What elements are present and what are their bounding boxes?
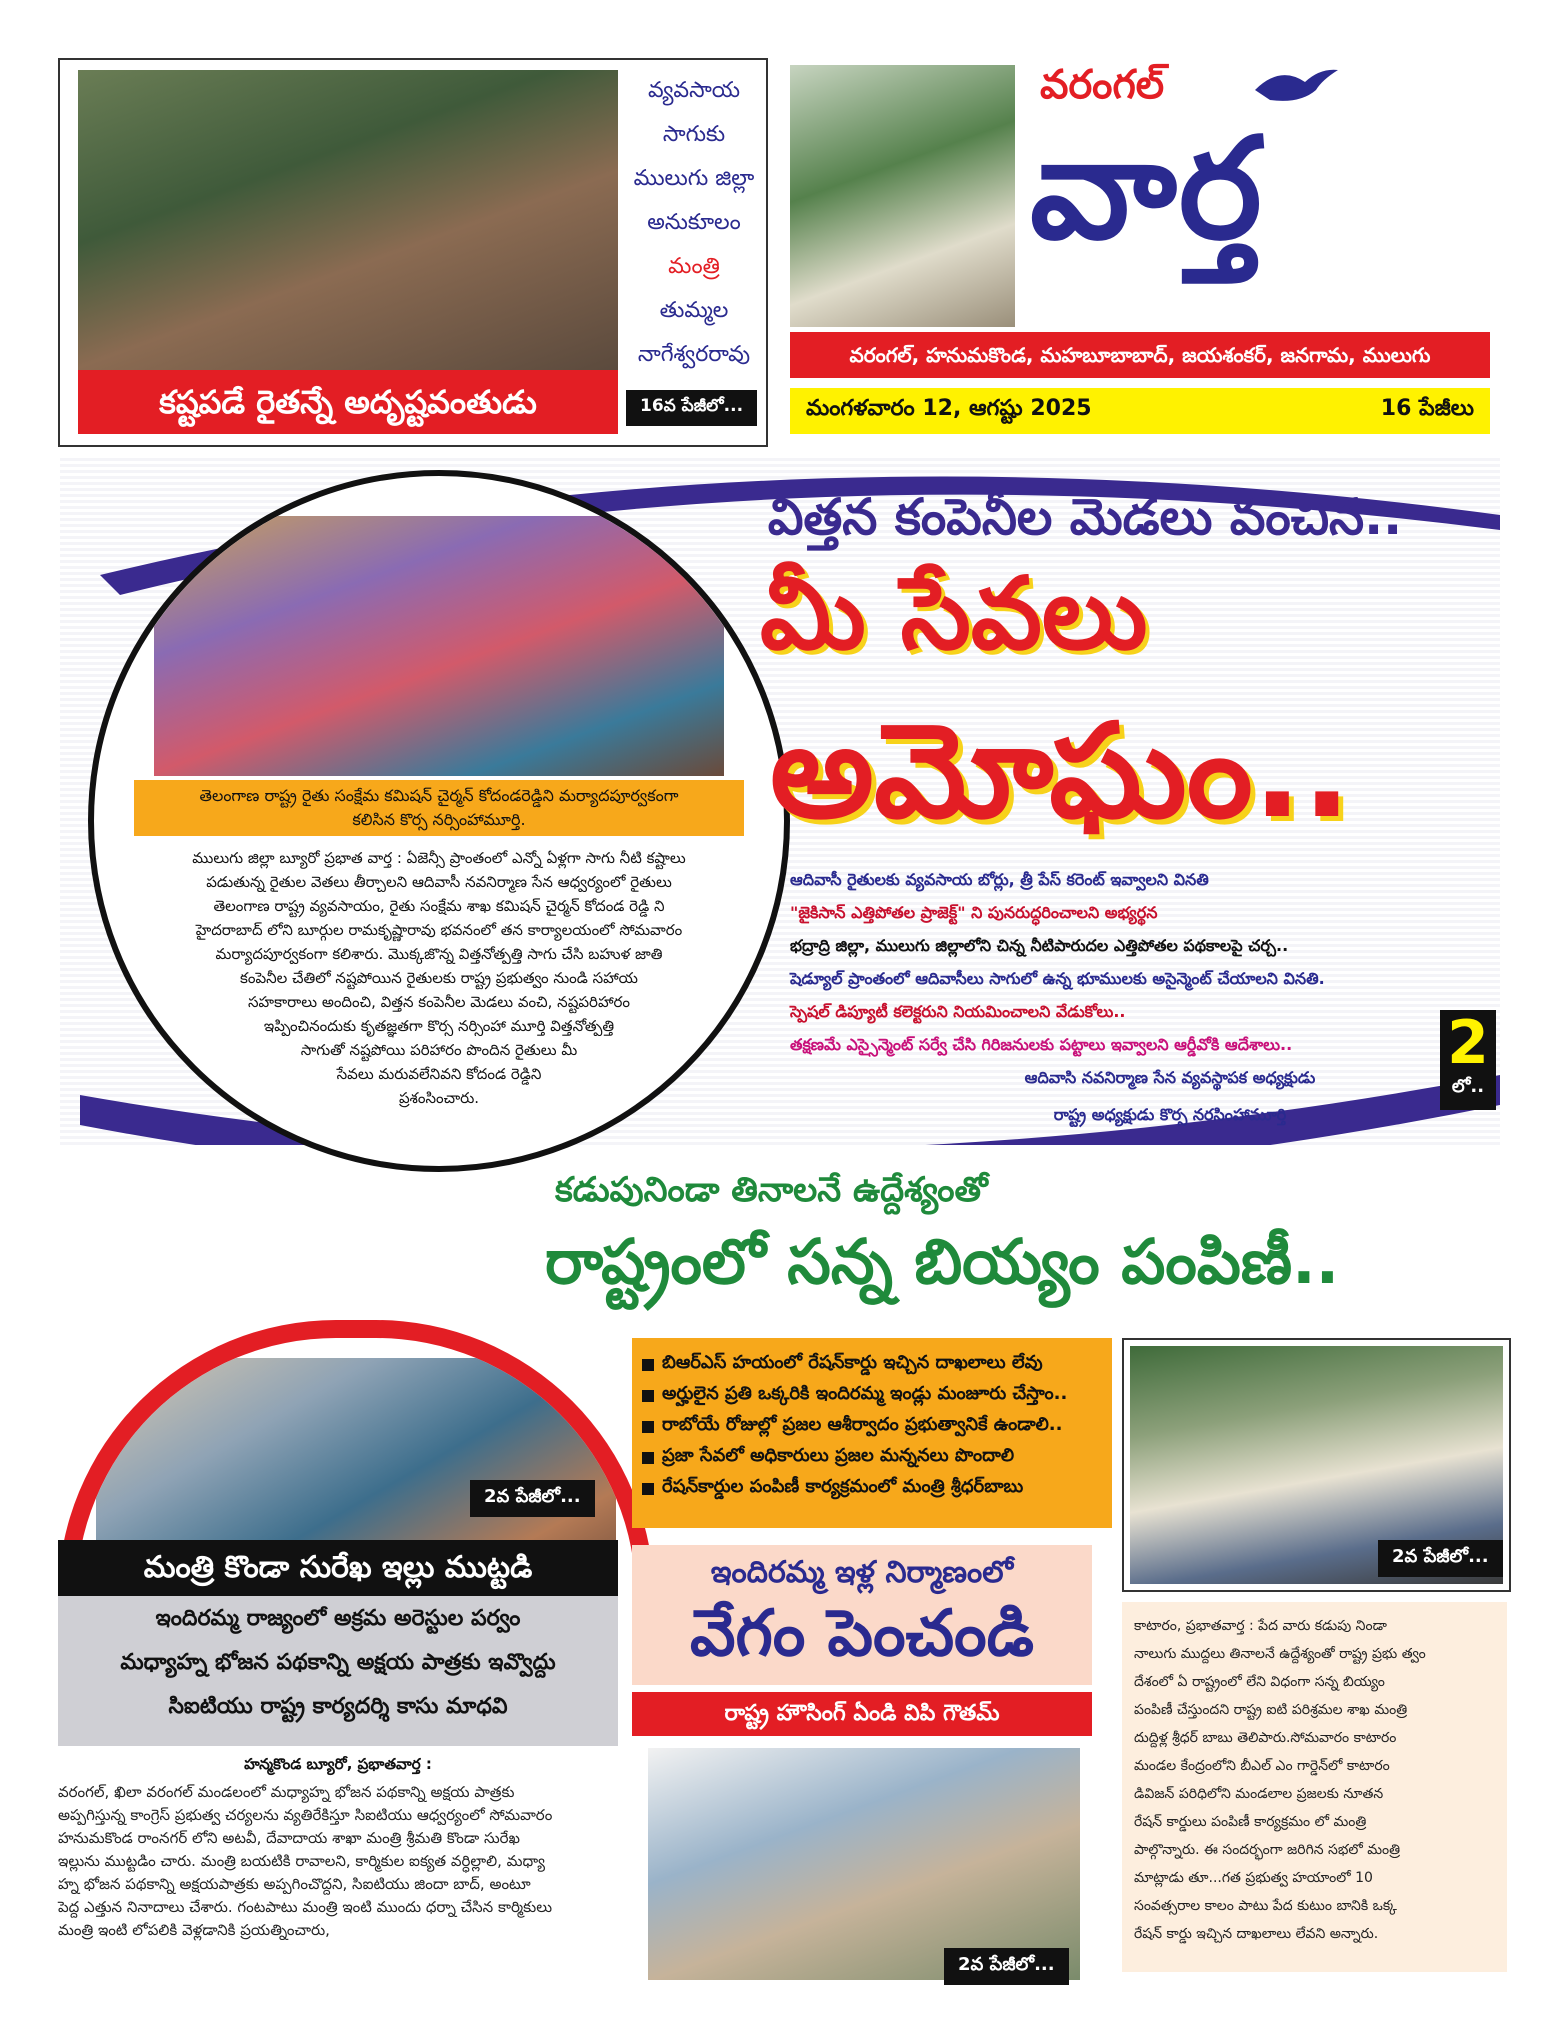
side-item: ములుగు జిల్లా	[633, 166, 755, 191]
point-item: స్పెషల్ డిప్యూటీ కలెక్టరుని నియమించాలని వేడుకోలు..	[790, 1002, 1126, 1021]
middle-headline-box	[632, 1545, 1092, 1685]
left-sub-box	[58, 1596, 618, 1746]
body-line: పడుతున్న రైతుల వెతలు తీర్చాలని ఆదివాసీ నవనిర్మాణ సేన ఆధ్వర్యంలో రైతులు	[206, 873, 672, 891]
top-left-box	[58, 58, 768, 447]
body-line: హనుమకొండ రాంనగర్ లోని అటవీ, దేవాదాయ శాఖా మంత్రి శ్రీమతి కొండా సురేఖ	[58, 1829, 520, 1847]
body-line: సంవత్సరాల కాలం పాటు పేద కుటుం బానికి ఒక్క	[1134, 1898, 1397, 1914]
middle-kicker: ఇందిరమ్మ ఇళ్ల నిర్మాణంలో	[710, 1555, 1014, 1590]
middle-headline: వేగం పెంచండి	[690, 1597, 1034, 1671]
date: మంగళవారం 12, ఆగష్టు 2025	[806, 396, 1092, 421]
body-line: ఇప్పించినందుకు కృతజ్ఞతగా కొర్స నర్సింహా మూర్తి విత్తనోత్పత్తి	[263, 1017, 615, 1035]
page-count: 16 పేజీలు	[1380, 396, 1474, 421]
side-item: అనుకూలం	[647, 210, 741, 235]
page-jump-box	[1440, 1010, 1496, 1110]
body-line: దేశంలో ఏ రాష్ట్రంలో లేని విధంగా సన్న బియ్యం	[1134, 1674, 1385, 1690]
body-line: మాట్లాడు తూ...గత ప్రభుత్వ హయాంలో 10	[1134, 1870, 1373, 1886]
body-line: ప్రశంసించారు.	[398, 1089, 480, 1107]
body-line: పాల్గొన్నారు. ఈ సందర్భంగా జరిగిన సభలో మంత్రి	[1134, 1842, 1401, 1858]
page-ref: 2వ పేజీలో...	[470, 1480, 595, 1517]
side-item: నాగేశ్వరరావు	[637, 342, 751, 367]
body-line: ఇల్లును ముట్టడిం చారు. మంత్రి బయటికి రావాలని, కార్మికుల ఐక్యత వర్ధిల్లాలి, మధ్యా	[58, 1852, 545, 1870]
masthead-title: వార్త	[1030, 108, 1264, 271]
body-line: రేషన్ కార్డులు పంపిణీ కార్యక్రమం లో మంత్రి	[1134, 1814, 1367, 1830]
body-line: మంత్రి ఇంటి లోపలికి వెళ్లడానికి ప్రయత్నించారు,	[58, 1921, 330, 1939]
page-ref: 2వ పేజీలో...	[944, 1948, 1069, 1985]
dateline: హన్మకొండ బ్యూరో, ప్రభాతవార్త :	[244, 1755, 432, 1773]
side-items	[626, 72, 762, 386]
point-item: భద్రాద్రి జిల్లా, ములుగు జిల్లాలోని చిన్న నీటిపారుదల ఎత్తిపోతల పథకాలపై చర్చ..	[790, 936, 1289, 955]
middle-byline: రాష్ట్ర హౌసింగ్ ఏండి విపి గౌతమ్	[632, 1692, 1092, 1736]
sub-line: ఇందిరమ్మ రాజ్యంలో అక్రమ అరెస్టుల పర్వం	[155, 1606, 521, 1631]
lead-head-1: మీ సేవలు	[760, 555, 1148, 672]
top-left-headline: కష్టపడే రైతన్నే అదృష్టవంతుడు	[78, 370, 618, 434]
signature-line: ఆదివాసి నవనిర్మాణ సేన వ్యవస్థాపక అధ్యక్షుడు	[1024, 1068, 1316, 1087]
point-item: తక్షణమే ఎస్సైన్మెంట్ సర్వే చేసి గిరిజనులకు పట్టాలు ఇవ్వాలని ఆర్డీవోకి ఆదేశాలు..	[790, 1035, 1293, 1054]
caption-line: తెలంగాణ రాష్ట్ర రైతు సంక్షేమ కమిషన్ చైర్మన్ కోదండరెడ్డిని మర్యాదపూర్వకంగా	[199, 786, 679, 805]
page-suffix: లో..	[1451, 1076, 1485, 1097]
point-item: ఆదివాసీ రైతులకు వ్యవసాయ బోర్లు, త్రీ పేస్ కరెంట్ ఇవ్వాలని వినతి	[790, 870, 1209, 889]
body-line: సేవలు మరువలేనివని కోదండ రెడ్డిని	[336, 1065, 542, 1083]
commission-photo	[154, 516, 724, 776]
bullet-item: రాబోయే రోజుల్లో ప్రజల ఆశీర్వాదం ప్రభుత్వానికే ఉండాలి..	[642, 1414, 1102, 1439]
body-line: తెలంగాణ రాష్ట్ర వ్యవసాయం, రైతు సంక్షేమ శాఖ కమిషన్ చైర్మన్ కోదండ రెడ్డి ని	[213, 897, 665, 915]
signature-line: రాష్ట్ర అధ్యక్షుడు కొర్స నరసింహామూర్తి	[1053, 1105, 1287, 1124]
lead-photo-circle	[88, 470, 790, 1172]
body-line: కాటారం, ప్రభాతవార్త : పేద వారు కడుపు నిండా	[1134, 1618, 1387, 1634]
body-line: హైదరాబాద్ లోని బూర్గుల రామకృష్ణారావు భవనంలో తన కార్యాలయంలో సోమవారం	[195, 921, 683, 939]
masthead-city: వరంగల్	[1040, 62, 1165, 108]
side-item: వ్యవసాయ	[647, 78, 741, 103]
rice-headline: రాష్ట్రంలో సన్న బియ్యం పంపిణీ..	[545, 1225, 1340, 1298]
bullet-item: ప్రజా సేవలో అధికారులు ప్రజల మన్ననలు పొందాలి	[642, 1445, 1102, 1470]
point-item: "జైకిసాన్ ఎత్తిపోతల ప్రాజెక్ట్" ని పునరుద్ధరించాలని అభ్యర్థన	[790, 903, 1158, 922]
lead-body	[124, 846, 754, 1110]
left-banner: మంత్రి కొండా సురేఖ ఇల్లు ముట్టడి	[58, 1540, 618, 1596]
middle-bullets-box	[632, 1338, 1112, 1528]
right-body-box	[1122, 1602, 1507, 1972]
body-line: కంపెనీల చేతిలో నష్టపోయిన రైతులకు రాష్ట్ర ప్రభుత్వం నుండి సహాయ	[240, 969, 638, 987]
side-item: సాగుకు	[662, 122, 726, 147]
body-line: సహకారాలు అందించి, విత్తన కంపెనీల మెడలు వంచి, నష్టపరిహారం	[248, 993, 630, 1011]
rice-kicker: కడుపునిండా తినాలనే ఉద్దేశ్యంతో	[555, 1170, 988, 1210]
left-body	[58, 1755, 618, 1942]
body-line: హ్న భోజన పథకాన్ని అక్షయపాత్రకు అప్పగించొద్దని, సిఐటియు జిందా బాద్, అంటూ	[58, 1875, 531, 1893]
lead-signature	[980, 1068, 1360, 1128]
body-line: మర్యాదపూర్వకంగా కలిశారు. మొక్కజొన్న విత్తనోత్పత్తి సాగు చేసి బహుళ జాతి	[215, 945, 663, 963]
side-item: తుమ్మల	[659, 298, 729, 323]
bullet-item: రేషన్‌కార్డుల పంపిణీ కార్యక్రమంలో మంత్రి శ్రీధర్‌బాబు	[642, 1476, 1102, 1501]
body-line: పెద్ద ఎత్తున నినాదాలు చేశారు. గంటపాటు మంత్రి ఇంటి ముందు ధర్నా చేసిన కార్మికులు	[58, 1898, 553, 1916]
lead-points	[790, 870, 1510, 1068]
housing-photo	[648, 1748, 1080, 1980]
fort-gate-photo	[790, 65, 1015, 327]
page-number: 2	[1447, 1008, 1489, 1078]
caption-line: కలిసిన కొర్స నర్సింహామూర్తి.	[352, 810, 526, 829]
masthead-districts: వరంగల్, హనుమకొండ, మహబూబాబాద్, జయశంకర్, జనగామ, ములుగు	[790, 332, 1490, 378]
body-line: డివిజన్ పరిధిలోని మండలాల ప్రజలకు నూతన	[1134, 1786, 1384, 1802]
body-line: వరంగల్, ఖిలా వరంగల్ మండలంలో మధ్యాహ్న భోజన పథకాన్ని అక్షయ పాత్రకు	[58, 1783, 515, 1801]
lead-caption	[134, 780, 744, 836]
side-item: మంత్రి	[668, 254, 720, 279]
lead-kicker: విత్తన కంపెనీల మెడలు వంచిన..	[767, 488, 1403, 546]
date-bar	[790, 388, 1490, 434]
sub-line: మధ్యాహ్న భోజన పథకాన్ని అక్షయ పాత్రకు ఇవ్వొద్దు	[120, 1650, 556, 1675]
body-line: ములుగు జిల్లా బ్యూరో ప్రభాత వార్త : ఏజెన్సీ ప్రాంతంలో ఎన్నో ఏళ్లగా సాగు నీటి కష్టాలు	[192, 849, 686, 867]
body-line: రేషన్ కార్డు ఇచ్చిన దాఖలాలు లేవని అన్నారు.	[1134, 1926, 1379, 1942]
page-ref: 16వ పేజీలో...	[626, 390, 757, 426]
farmers-photo	[78, 70, 618, 370]
point-item: షెడ్యూల్ ప్రాంతంలో ఆదివాసీలు సాగులో ఉన్న భూములకు అసైన్మెంట్ చేయాలని వినతి.	[790, 969, 1325, 988]
body-line: దుద్దిళ్ల శ్రీధర్ బాబు తెలిపారు.సోమవారం కాటారం	[1134, 1730, 1397, 1746]
body-line: మండల కేంద్రంలోని బీఎల్ ఎం గార్డెన్‌లో కాటారం	[1134, 1758, 1390, 1774]
bullet-item: బిఆర్ఎస్ హయంలో రేషన్‌కార్డు ఇచ్చిన దాఖలాలు లేవు	[642, 1352, 1102, 1377]
body-line: అప్పగిస్తున్న కాంగ్రెస్ ప్రభుత్వ చర్యలను వ్యతిరేకిస్తూ సిఐటియు ఆధ్వర్యంలో సోమవారం	[58, 1806, 553, 1824]
page-ref: 2వ పేజీలో...	[1378, 1540, 1503, 1577]
bullet-item: అర్హులైన ప్రతి ఒక్కరికి ఇందిరమ్మ ఇండ్లు మంజూరు చేస్తాం..	[642, 1383, 1102, 1408]
body-line: నాలుగు ముద్దలు తినాలనే ఉద్దేశ్యంతో రాష్ట్ర ప్రభు త్వం	[1134, 1646, 1426, 1662]
lead-head-2: అమోఘం..	[770, 695, 1352, 847]
body-line: పంపిణీ చేస్తుందని రాష్ట్ర ఐటి పరిశ్రమల శాఖ మంత్రి	[1134, 1702, 1408, 1718]
body-line: సాగుతో నష్టపోయి పరిహారం పొందిన రైతులు మీ	[300, 1041, 578, 1059]
sub-line: సిఐటియు రాష్ట్ర కార్యదర్శి కాసు మాధవి	[168, 1694, 508, 1719]
